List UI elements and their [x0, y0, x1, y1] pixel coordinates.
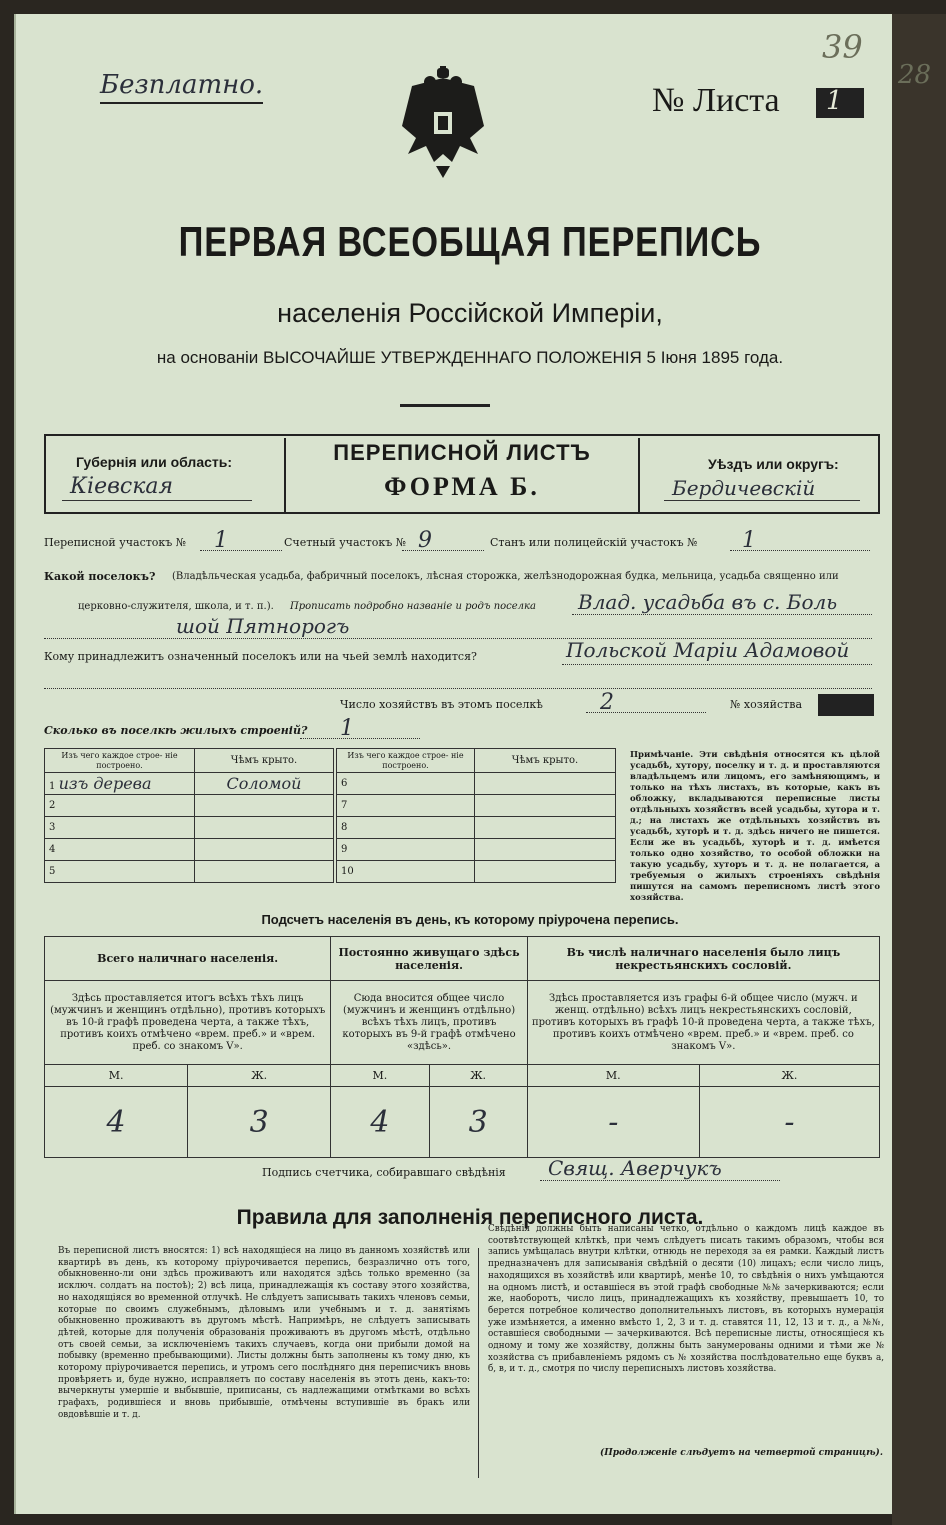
- census-section-label: Переписной участокъ №: [44, 536, 187, 549]
- form-name: ФОРМА Б.: [384, 472, 540, 501]
- free-label: Безплатно.: [100, 70, 263, 104]
- buildings-label: Сколько въ поселкѣ жилыхъ строеній?: [44, 724, 308, 737]
- rules-continued: (Продолженіе слѣдуетъ на четвертой страницѣ).: [600, 1448, 883, 1458]
- table-row: [337, 817, 616, 839]
- row-number: 8: [337, 817, 475, 839]
- table-row: [45, 861, 334, 883]
- police-section-label: Станъ или полицейскій участокъ №: [490, 536, 698, 549]
- male-header: М.: [527, 1065, 699, 1087]
- permanent-population-header: Постоянно живущаго здѣсь населенія.: [331, 937, 527, 981]
- household-no-box: [818, 694, 874, 716]
- male-header: М.: [331, 1065, 429, 1087]
- row-number: 7: [337, 795, 475, 817]
- present-male-value: 4: [45, 1087, 188, 1158]
- present-population-desc: Здѣсь проставляется итогъ всѣхъ тѣхъ лицъ (мужчинъ и женщинъ отдѣльно), противъ которыхъ въ 10-й графѣ проведена черта, а также тѣхъ, противъ коихъ отмѣчено «врем. преб.» и «врем. преб. со знакомъ V».: [45, 981, 331, 1065]
- district-label: Уѣздъ или округъ:: [708, 456, 839, 472]
- row-number: 1: [49, 781, 56, 792]
- buildings-value: 1: [340, 716, 354, 741]
- census-basis: на основаніи ВЫСОЧАЙШЕ УТВЕРЖДЕННАГО ПОЛОЖЕНІЯ 5 Іюня 1895 года.: [156, 348, 784, 367]
- roof-column-header-right: Чѣмъ крыто.: [475, 749, 616, 773]
- census-title: ПЕРВАЯ ВСЕОБЩАЯ ПЕРЕПИСЬ: [178, 218, 762, 265]
- buildings-line: [300, 738, 420, 739]
- sheet-number-value: 1: [826, 86, 843, 116]
- sheet-title: ПЕРЕПИСНОЙ ЛИСТЪ: [333, 440, 591, 465]
- male-header: М.: [45, 1065, 188, 1087]
- present-population-header: Всего наличнаго населенія.: [45, 937, 331, 981]
- table-row: [45, 817, 334, 839]
- owner-line: [562, 664, 872, 665]
- household-no-label: № хозяйства: [730, 698, 802, 711]
- households-value: 2: [600, 690, 614, 715]
- material-column-header: Изъ чего каждое строе- ніе построено.: [45, 749, 195, 773]
- tally-table: [44, 936, 880, 1158]
- settlement-instruction: Прописать подробно названіе и родъ поселка: [290, 601, 536, 612]
- district-value: Бердичевскій: [672, 476, 816, 500]
- households-label: Число хозяйствъ въ этомъ поселкѣ: [340, 698, 543, 711]
- table-row: [337, 839, 616, 861]
- female-header: Ж.: [429, 1065, 527, 1087]
- rules-title: Правила для заполненія переписного листа.: [236, 1206, 704, 1229]
- non-peasant-desc: Здѣсь проставляется изъ графы 6-й общее число (мужч. и женщ. отдѣльно) всѣхъ лицъ некрестьянскихъ сословій, противъ которыхъ въ графѣ 10-й проведена черта, а также тѣхъ, противъ коихъ отмѣчено «врем. преб.» и «врем. преб. со знакомъ V».: [527, 981, 879, 1065]
- count-section-line: [402, 550, 484, 551]
- non-peasant-male-value: -: [527, 1087, 699, 1158]
- police-section-value: 1: [742, 528, 756, 553]
- female-header: Ж.: [188, 1065, 331, 1087]
- tally-title: Подсчетъ населенія въ день, къ которому пріурочена перепись.: [261, 912, 679, 927]
- row-number: 4: [45, 839, 195, 861]
- police-section-line: [730, 550, 870, 551]
- roof-value: Соломой: [195, 773, 334, 795]
- buildings-note: Примѣчаніе. Эти свѣдѣнія относятся къ цѣлой усадьбѣ, хутору, поселку и т. д. и проставляются владѣльцемъ или лицомъ, его замѣняющимъ, и только на тѣхъ листахъ, въ которые, какъ въ обложку, вкладываются переписные листы отдѣльныхъ хозяйствъ всей усадьбы, хутора и т. д.; на листахъ же отдѣльныхъ хозяйствъ въ усадьбѣ, хуторѣ и т. д. здѣсь ничего не пишется. Если же въ усадьбѣ, хуторѣ и т. д. имѣется только одно хозяйство, то особой обложки на такую усадьбу, хуторъ и т. д. не полагается, а требуемыя о жилыхъ строеніяхъ свѣдѣнія пишутся на самомъ переписномъ листѣ этого хозяйства.: [630, 750, 880, 903]
- corner-number-1: 39: [822, 28, 863, 66]
- households-line: [586, 712, 706, 713]
- female-header: Ж.: [699, 1065, 879, 1087]
- count-section-label: Счетный участокъ №: [284, 536, 407, 549]
- settlement-hint: (Владѣльческая усадьба, фабричный поселокъ, лѣсная сторожка, желѣзнодорожная будка, мельница, усадьба священно или: [172, 571, 839, 582]
- non-peasant-female-value: -: [699, 1087, 879, 1158]
- settlement-value: Влад. усадьба въ с. Боль: [578, 590, 838, 614]
- permanent-population-desc: Сюда вносится общее число (мужчинъ и женщинъ отдѣльно) всѣхъ тѣхъ лицъ, противъ которыхъ въ 9-й графѣ отмѣчено «здѣсь».: [331, 981, 527, 1065]
- page-edge-background: [892, 14, 946, 1525]
- row-number: 2: [45, 795, 195, 817]
- rules-right-column: Свѣдѣнія должны быть написаны четко, отдѣльно о каждомъ лицѣ каждое въ соотвѣтствующей клѣткѣ, при чемъ слѣдуетъ писать такимъ образомъ, чтобы вся запись умѣщалась внутри клѣтки, отнюдь не переходя за ея рамки. Каждый листъ предназначенъ для записыванія свѣдѣній о десяти (10) лицахъ; если число лицъ, находящихся въ хозяйствѣ или квартирѣ, менѣе 10, то свѣдѣнія о нихъ умѣщаются на одномъ листѣ, и оставшіеся въ этой графѣ свободные №№ зачеркиваются; если же, наоборотъ, число лицъ, принадлежащихъ къ хозяйству, превышаетъ 10, то берется потребное количество дополнительныхъ листовъ, въ которыхъ нумерація уже измѣняется, а именно вмѣсто 1, 2, 3 и т. д. ставятся 11, 12, 13 и т. д., а №№, оставшіеся свободными — зачеркиваются. Всѣ переписные листы, относящіеся къ одному и тому же хозяйству, должны быть занумерованы одними и тѣми же № хозяйства съ прибавленіемъ рядомъ съ № хозяйства послѣдовательно еще буквъ а, б, в, и т. д., смотря по числу переписныхъ листовъ хозяйства.: [488, 1224, 884, 1375]
- signature-value: Свящ. Аверчукъ: [548, 1156, 722, 1180]
- row-number: 3: [45, 817, 195, 839]
- non-peasant-header: Въ числѣ наличнаго населенія было лицъ некрестьянскихъ сословій.: [527, 937, 879, 981]
- rules-divider: [478, 1248, 479, 1478]
- table-row: [337, 861, 616, 883]
- table-row: [45, 773, 334, 795]
- row-number: 10: [337, 861, 475, 883]
- table-row: [45, 795, 334, 817]
- corner-number-2: 28: [898, 60, 932, 90]
- census-section-line: [200, 550, 282, 551]
- double-headed-eagle-emblem: [400, 66, 486, 178]
- table-row: [45, 839, 334, 861]
- settlement-question: Какой поселокъ?: [44, 570, 156, 583]
- count-section-value: 9: [418, 528, 432, 553]
- owner-question: Кому принадлежитъ означенный поселокъ или на чьей землѣ находится?: [44, 650, 477, 663]
- title-divider: [400, 404, 490, 407]
- district-line: [664, 500, 860, 501]
- owner-value: Польской Маріи Адамовой: [566, 638, 850, 662]
- row-number: 5: [45, 861, 195, 883]
- sheet-number-label: № Листа: [652, 82, 780, 119]
- owner-line-2: [44, 688, 872, 689]
- settlement-value-2: шой Пятнорогъ: [176, 614, 350, 638]
- settlement-line: [572, 614, 872, 615]
- table-row: [337, 773, 616, 795]
- province-line: [62, 500, 252, 501]
- settlement-hint-2: церковно-служителя, школа, и т. п.).: [78, 601, 274, 612]
- province-value: Кіевская: [70, 474, 174, 499]
- row-number: 6: [337, 773, 475, 795]
- buildings-table-right: [336, 748, 616, 883]
- table-row: [337, 795, 616, 817]
- province-label: Губернія или область:: [76, 454, 233, 470]
- permanent-female-value: 3: [429, 1087, 527, 1158]
- material-column-header-right: Изъ чего каждое строе- ніе построено.: [337, 749, 475, 773]
- census-section-value: 1: [214, 528, 228, 553]
- census-subtitle: населенія Россійской Имперіи,: [277, 298, 663, 328]
- buildings-table-left: [44, 748, 334, 883]
- permanent-male-value: 4: [331, 1087, 429, 1158]
- roof-column-header: Чѣмъ крыто.: [195, 749, 334, 773]
- row-number: 9: [337, 839, 475, 861]
- signature-label: Подпись счетчика, собиравшаго свѣдѣнія: [262, 1166, 506, 1179]
- present-female-value: 3: [188, 1087, 331, 1158]
- material-value: изъ дерева: [58, 774, 152, 793]
- rules-left-column: Въ переписной листъ вносятся: 1) всѣ находящіеся на лицо въ данномъ хозяйствѣ или квартирѣ въ день, къ которому пріурочивается перепись, безразлично отъ того, обыкновенно-ли они здѣсь проживаютъ или находятся здѣсь только временно (за исключ. солдатъ на постоѣ); 2) всѣ лица, принадлежащія къ составу этого хозяйства, но находящіяся во временной отлучкѣ. Не слѣдуетъ записывать такихъ членовъ семьи, которые по своимъ служебнымъ, дѣловымъ или учебнымъ и т. д. занятіямъ обыкновенно проживаютъ въ другомъ мѣстѣ. Напримѣръ, не слѣдуетъ записывать дѣтей, которые для полученія образованія проживаютъ въ другомъ мѣстѣ, отдѣльно отъ своей семьи, за исключеніемъ такихъ случаевъ, когда они прибыли домой на побывку (временно пребывающими). Листы должны быть заполнены къ тому дню, къ которому пріурочивается перепись, и утромъ сего послѣдняго дня переписчикъ вновь провѣряетъ и, буде нужно, исправляетъ по составу населенія въ этотъ день, какъ-то: вычеркнуты умершіе и выбывшіе, приписаны, съ надлежащими отмѣтками во всѣхъ графахъ, родившіеся и вновь прибывшіе, отмѣчены вступившіе въ бракъ или овдовѣвшіе и т. д.: [58, 1246, 470, 1420]
- signature-line: [540, 1180, 780, 1181]
